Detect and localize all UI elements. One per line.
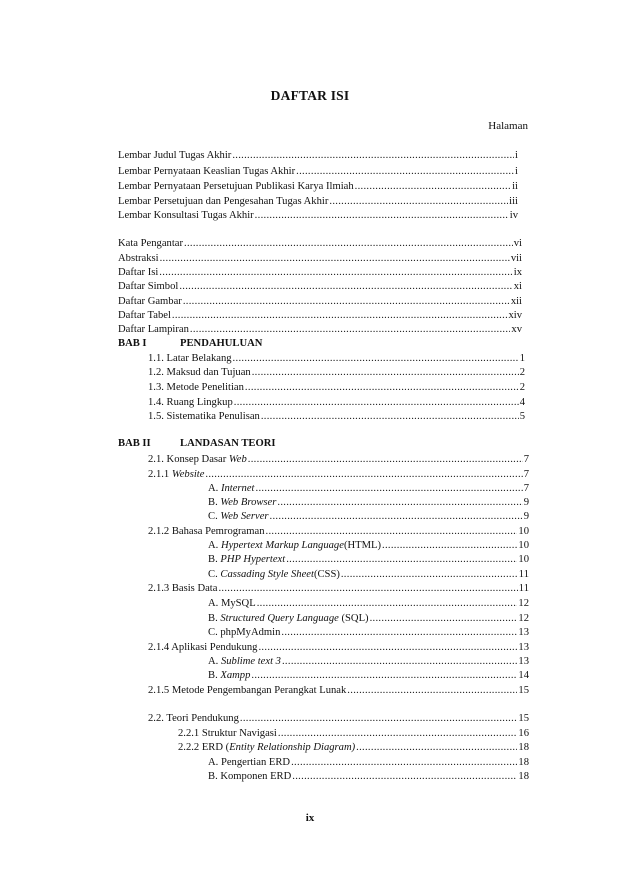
toc-leader-dots	[296, 165, 514, 178]
toc-entry-title: A. MySQL	[208, 598, 256, 609]
toc-entry	[148, 712, 529, 725]
toc-entry	[208, 496, 529, 509]
toc-leader-dots	[252, 366, 519, 379]
toc-entry-title: Lembar Pernyataan Persetujuan Publikasi Karya Ilmiah	[118, 181, 354, 192]
toc-leader-dots	[172, 309, 508, 322]
toc-entry-page: iv	[509, 210, 518, 221]
toc-leader-dots	[277, 496, 522, 509]
toc-entry-title: B. Komponen ERD	[208, 771, 292, 782]
toc-entry	[148, 396, 525, 409]
toc-entry	[118, 149, 518, 162]
toc-entry-page: xv	[511, 324, 522, 335]
toc-entry-page: 12	[518, 613, 529, 624]
toc-entry-title: 2.1. Konsep Dasar Web	[148, 454, 247, 465]
toc-entry	[118, 209, 518, 222]
toc-entry	[148, 468, 529, 481]
toc-entry	[208, 669, 529, 682]
toc-entry	[208, 756, 529, 769]
toc-entry	[148, 381, 525, 394]
toc-leader-dots	[183, 295, 510, 308]
toc-entry	[148, 410, 525, 423]
toc-entry	[118, 195, 518, 208]
toc-entry-title: 1.3. Metode Penelitian	[148, 382, 244, 393]
toc-entry-page: 7	[523, 469, 529, 480]
toc-entry	[148, 582, 529, 595]
toc-entry-title: A. Hypertext Markup Language(HTML)	[208, 540, 382, 551]
page-number: ix	[305, 812, 315, 824]
toc-entry	[208, 482, 529, 495]
toc-entry-page: 15	[518, 685, 529, 696]
toc-entry-page: 10	[518, 554, 529, 565]
toc-entry-title: B. PHP Hypertext	[208, 554, 286, 565]
toc-entry-page: 9	[523, 497, 529, 508]
toc-entry	[208, 539, 529, 552]
page-title: DAFTAR ISI	[270, 88, 350, 103]
toc-entry-page: iii	[509, 196, 518, 207]
chapter-heading-bab2	[118, 437, 275, 450]
toc-entry-page: 13	[518, 642, 529, 653]
toc-leader-dots	[382, 539, 517, 552]
toc-entry-title: B. Structured Query Language (SQL)	[208, 613, 369, 624]
toc-leader-dots	[232, 149, 514, 162]
toc-leader-dots	[240, 712, 518, 725]
toc-leader-dots	[278, 727, 518, 740]
toc-entry-title: 2.2.2 ERD (Entity Relationship Diagram)	[178, 742, 356, 753]
toc-entry	[208, 553, 529, 566]
toc-leader-dots	[218, 582, 517, 595]
toc-entry-page: 10	[518, 526, 529, 537]
toc-entry-title: 2.1.1 Website	[148, 469, 205, 480]
toc-entry-page: 13	[518, 656, 529, 667]
toc-entry	[118, 266, 522, 279]
toc-entry-title: C. Cassading Style Sheet(CSS)	[208, 569, 340, 580]
toc-entry-title: A. Internet	[208, 483, 255, 494]
toc-entry	[118, 237, 522, 250]
toc-entry-page: xi	[513, 281, 522, 292]
chapter-label: BAB II	[118, 438, 151, 449]
toc-leader-dots	[205, 468, 522, 481]
toc-entry-page: 18	[518, 771, 529, 782]
toc-entry-page: 13	[518, 627, 529, 638]
toc-leader-dots	[251, 669, 517, 682]
toc-entry	[148, 366, 525, 379]
chapter-title: PENDAHULUAN	[180, 338, 263, 349]
toc-entry-page: 12	[518, 598, 529, 609]
toc-entry-title: Daftar Gambar	[118, 296, 182, 307]
toc-entry-title: 2.2. Teori Pendukung	[148, 713, 239, 724]
toc-entry	[208, 655, 529, 668]
toc-entry	[208, 568, 529, 581]
toc-entry-page: xiv	[508, 310, 522, 321]
toc-entry	[118, 165, 518, 178]
toc-leader-dots	[160, 252, 510, 265]
toc-entry-title: 1.2. Maksud dan Tujuan	[148, 367, 251, 378]
chapter-heading-bab1	[118, 337, 262, 350]
toc-leader-dots	[233, 352, 519, 365]
toc-leader-dots	[266, 525, 518, 538]
toc-entry-page: 14	[518, 670, 529, 681]
toc-entry-page: 7	[523, 454, 529, 465]
toc-entry-page: i	[515, 150, 518, 161]
toc-entry-title: Daftar Simbol	[118, 281, 179, 292]
toc-entry-title: B. Web Browser	[208, 497, 277, 508]
toc-entry-page: 1	[519, 353, 525, 364]
toc-entry-title: B. Xampp	[208, 670, 251, 681]
toc-entry-title: Lembar Pernyataan Keaslian Tugas Akhir	[118, 166, 296, 177]
toc-entry	[148, 453, 529, 466]
toc-entry-page: 10	[518, 540, 529, 551]
toc-entry-page: ii	[512, 181, 518, 192]
toc-leader-dots	[179, 280, 512, 293]
toc-entry-page: xii	[510, 296, 522, 307]
toc-entry-title: C. Web Server	[208, 511, 269, 522]
toc-leader-dots	[261, 410, 519, 423]
toc-entry-title: 2.2.1 Struktur Navigasi	[178, 728, 277, 739]
toc-leader-dots	[281, 626, 517, 639]
toc-leader-dots	[245, 381, 519, 394]
toc-entry	[178, 741, 529, 754]
toc-leader-dots	[286, 553, 517, 566]
toc-entry	[148, 525, 529, 538]
toc-entry	[208, 770, 529, 783]
toc-entry	[118, 252, 522, 265]
toc-entry-page: 18	[518, 757, 529, 768]
toc-entry	[118, 180, 518, 193]
toc-entry-page: 2	[519, 382, 525, 393]
toc-entry-title: C. phpMyAdmin	[208, 627, 281, 638]
toc-leader-dots	[291, 756, 517, 769]
toc-entry	[118, 280, 522, 293]
toc-leader-dots	[190, 323, 511, 336]
toc-entry-title: 1.5. Sistematika Penulisan	[148, 411, 260, 422]
toc-leader-dots	[329, 195, 508, 208]
toc-leader-dots	[347, 684, 517, 697]
toc-entry-page: 2	[519, 367, 525, 378]
toc-entry-title: 2.1.3 Basis Data	[148, 583, 218, 594]
page-column-label: Halaman	[488, 120, 528, 132]
toc-leader-dots	[341, 568, 518, 581]
toc-entry-page: 11	[518, 569, 529, 580]
toc-entry	[208, 510, 529, 523]
toc-entry	[148, 684, 529, 697]
toc-entry	[118, 295, 522, 308]
toc-entry	[148, 641, 529, 654]
toc-leader-dots	[257, 597, 518, 610]
toc-entry-page: 4	[519, 397, 525, 408]
toc-leader-dots	[270, 510, 523, 523]
toc-entry	[148, 352, 525, 365]
toc-entry-title: Lembar Judul Tugas Akhir	[118, 150, 232, 161]
toc-leader-dots	[248, 453, 523, 466]
toc-leader-dots	[234, 396, 519, 409]
toc-entry-page: 11	[518, 583, 529, 594]
toc-leader-dots	[282, 655, 517, 668]
toc-entry-page: 5	[519, 411, 525, 422]
toc-entry-page: 15	[518, 713, 529, 724]
toc-leader-dots	[355, 180, 511, 193]
toc-entry-page: ix	[513, 267, 522, 278]
toc-entry-page: 9	[523, 511, 529, 522]
toc-leader-dots	[356, 741, 517, 754]
toc-entry-title: A. Sublime text 3	[208, 656, 281, 667]
toc-entry-title: 1.1. Latar Belakang	[148, 353, 232, 364]
toc-entry-page: 7	[523, 483, 529, 494]
toc-entry-page: 18	[518, 742, 529, 753]
toc-entry	[178, 727, 529, 740]
chapter-title: LANDASAN TEORI	[180, 438, 276, 449]
toc-entry-page: 16	[518, 728, 529, 739]
toc-leader-dots	[258, 641, 517, 654]
toc-entry-title: Daftar Lampiran	[118, 324, 189, 335]
toc-leader-dots	[370, 612, 518, 625]
toc-entry-title: A. Pengertian ERD	[208, 757, 291, 768]
toc-entry-title: Lembar Persetujuan dan Pengesahan Tugas Akhir	[118, 196, 329, 207]
toc-entry	[208, 626, 529, 639]
toc-leader-dots	[292, 770, 517, 783]
toc-entry-title: Lembar Konsultasi Tugas Akhir	[118, 210, 254, 221]
toc-entry-title: 2.1.2 Bahasa Pemrograman	[148, 526, 265, 537]
toc-entry-page: vi	[513, 238, 522, 249]
toc-entry	[118, 323, 522, 336]
toc-leader-dots	[255, 209, 509, 222]
toc-entry-title: 2.1.5 Metode Pengembangan Perangkat Lunak	[148, 685, 347, 696]
toc-entry	[208, 597, 529, 610]
toc-entry-page: i	[515, 166, 518, 177]
chapter-label: BAB I	[118, 338, 147, 349]
toc-entry	[208, 612, 529, 625]
toc-entry-title: Daftar Isi	[118, 267, 159, 278]
toc-entry-title: 2.1.4 Aplikasi Pendukung	[148, 642, 258, 653]
toc-entry-title: Kata Pengantar	[118, 238, 184, 249]
toc-entry	[118, 309, 522, 322]
toc-entry-title: Daftar Tabel	[118, 310, 171, 321]
toc-leader-dots	[184, 237, 513, 250]
toc-entry-page: vii	[510, 253, 522, 264]
toc-leader-dots	[256, 482, 523, 495]
toc-entry-title: 1.4. Ruang Lingkup	[148, 397, 233, 408]
toc-entry-title: Abstraksi	[118, 253, 159, 264]
toc-leader-dots	[159, 266, 512, 279]
